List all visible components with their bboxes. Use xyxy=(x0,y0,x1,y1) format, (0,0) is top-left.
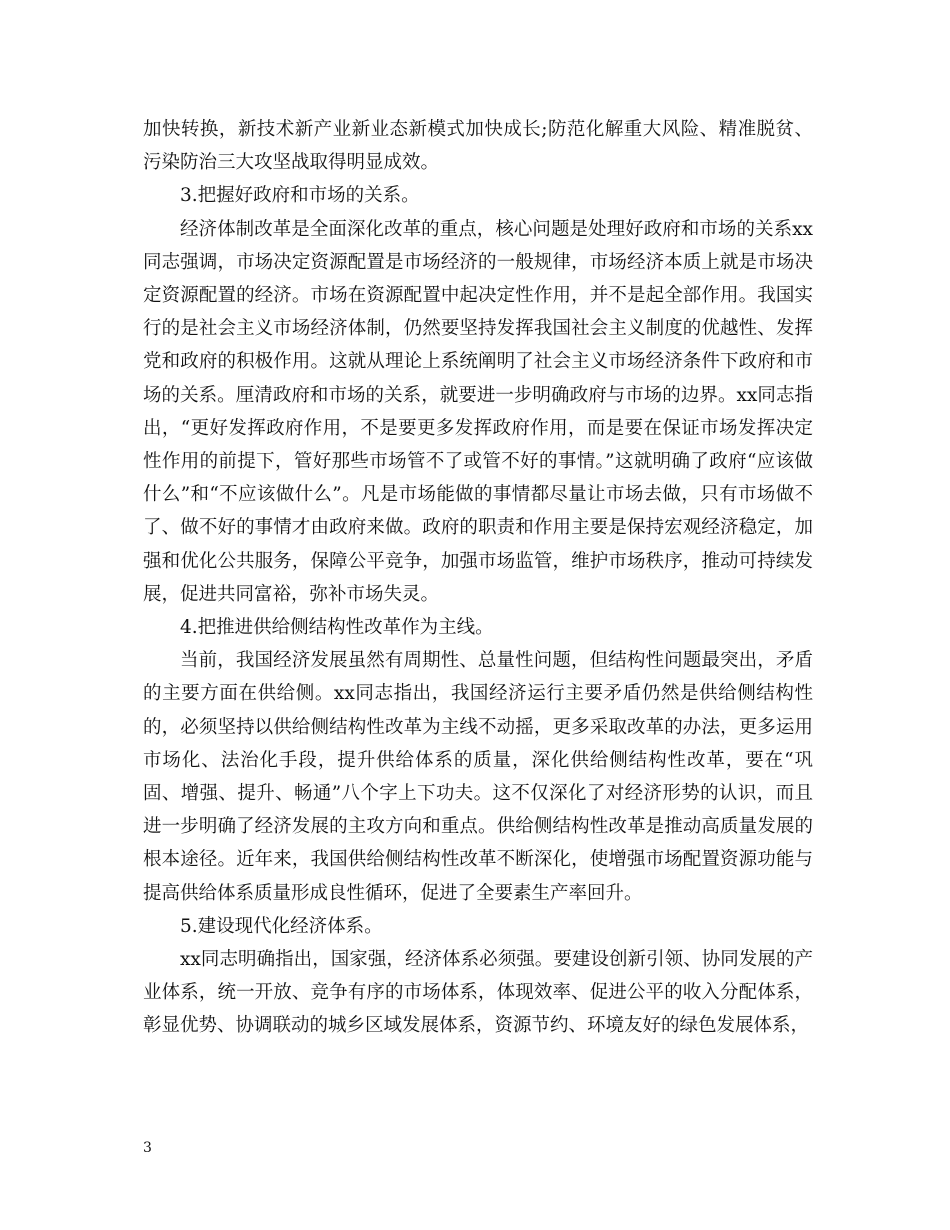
body-text xyxy=(143,113,813,1043)
page-number: 3 xyxy=(143,1140,152,1156)
section-heading-5: 5.建设现代化经济体系。 xyxy=(180,915,383,937)
paragraph-modern-economic-system: xx同志明确指出，国家强，经济体系必须强。要建设创新引领、协同发展的产业体系，统一开放、竞争有序的市场体系，体现效率、促进公平的收入分配体系，彰显优势、协调联动的城乡区域发展体系，资源节约、环境友好的绿色发展体系， xyxy=(143,949,813,1037)
paragraph-continuation: 加快转换，新技术新产业新业态新模式加快成长;防范化解重大风险、精准脱贫、污染防治三大攻坚战取得明显成效。 xyxy=(143,119,813,174)
section-heading-3: 3.把握好政府和市场的关系。 xyxy=(180,185,420,207)
paragraph-government-market: 经济体制改革是全面深化改革的重点，核心问题是处理好政府和市场的关系xx同志强调，市场决定资源配置是市场经济的一般规律，市场经济本质上就是市场决定资源配置的经济。市场在资源配置中起决定性作用，并不是起全部作用。我国实行的是社会主义市场经济体制，仍然要坚持发挥我国社会主义制度的优越性、发挥党和政府的积极作用。这就从理论上系统阐明了社会主义市场经济条件下政府和市场的关系。厘清政府和市场的关系，就要进一步明确政府与市场的边界。xx同志指出，“更好发挥政府作用，不是要更多发挥政府作用，而是要在保证市场发挥决定性作用的前提下，管好那些市场管不了或管不好的事情。”这就明确了政府“应该做什么”和“不应该做什么”。凡是市场能做的事情都尽量让市场去做，只有市场做不了、做不好的事情才由政府来做。政府的职责和作用主要是保持宏观经济稳定，加强和优化公共服务，保障公平竞争，加强市场监管，维护市场秩序，推动可持续发展，促进共同富裕，弥补市场失灵。 xyxy=(143,218,813,605)
paragraph-supply-side-reform: 当前，我国经济发展虽然有周期性、总量性问题，但结构性问题最突出，矛盾的主要方面在供给侧。xx同志指出，我国经济运行主要矛盾仍然是供给侧结构性的，必须坚持以供给侧结构性改革为主线不动摇，更多采取改革的办法，更多运用市场化、法治化手段，提升供给体系的质量，深化供给侧结构性改革，要在“巩固、增强、提升、畅通”八个字上下功夫。这不仅深化了对经济形势的认识，而且进一步明确了经济发展的主攻方向和重点。供给侧结构性改革是推动高质量发展的根本途径。近年来，我国供给侧结构性改革不断深化，使增强市场配置资源功能与提高供给体系质量形成良性循环，促进了全要素生产率回升。 xyxy=(143,650,813,904)
section-heading-4: 4.把推进供给侧结构性改革作为主线。 xyxy=(180,617,494,639)
